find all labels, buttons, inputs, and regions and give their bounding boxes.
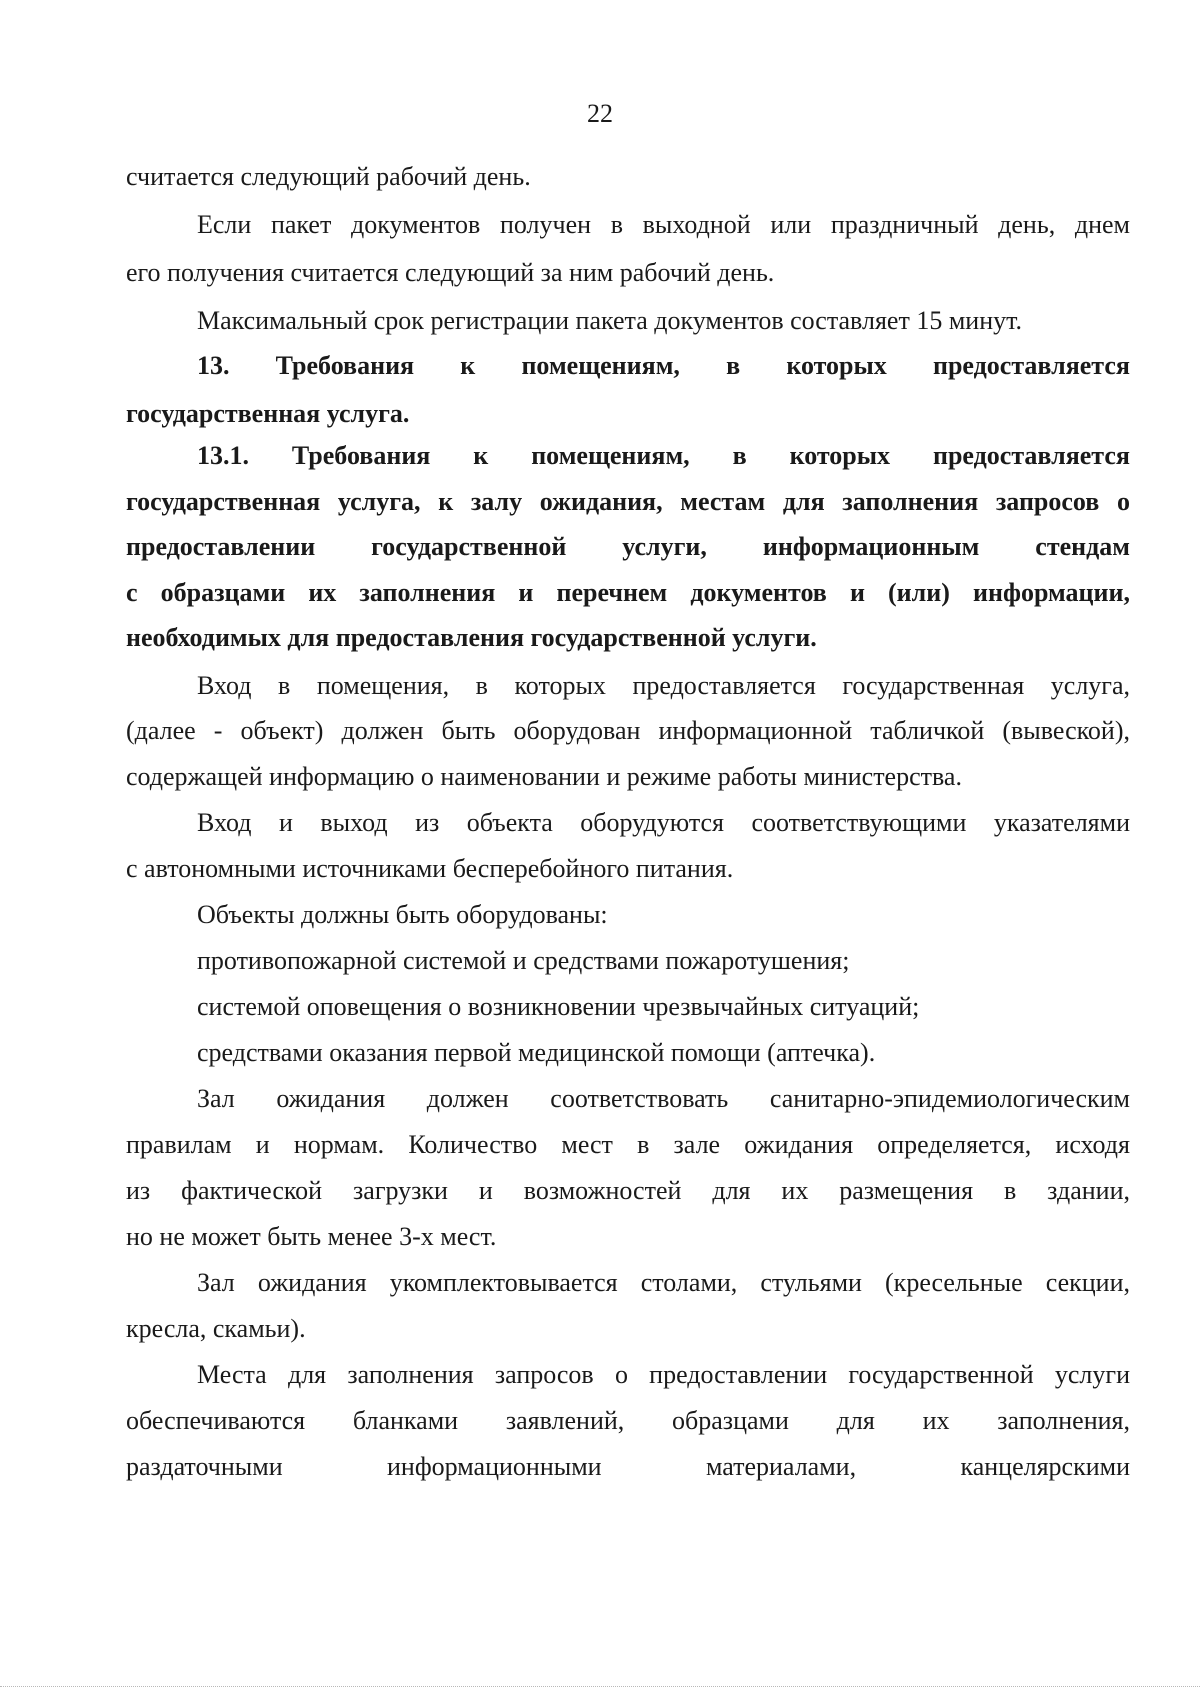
- text-line: с автономными источниками бесперебойного питания.: [126, 854, 734, 883]
- list-item: средствами оказания первой медицинской помощи (аптечка).: [197, 1038, 876, 1067]
- scan-edge: [0, 1686, 1200, 1687]
- section-heading-13: 13. Требования к помещениям, в которых предоставляется: [197, 351, 1130, 380]
- text-line: Зал ожидания укомплектовывается столами, стульями (кресельные секции,: [197, 1268, 1130, 1297]
- text-line: Зал ожидания должен соответствовать санитарно-эпидемиологическим: [197, 1084, 1130, 1113]
- subsection-heading-13-1-cont: с образцами их заполнения и перечнем документов и (или) информации,: [126, 578, 1130, 607]
- text-line: Места для заполнения запросов о предоставлении государственной услуги: [197, 1360, 1130, 1389]
- text-line: считается следующий рабочий день.: [126, 162, 531, 191]
- text-line: правилам и нормам. Количество мест в зале ожидания определяется, исходя: [126, 1130, 1130, 1159]
- text-line: его получения считается следующий за ним рабочий день.: [126, 258, 775, 287]
- section-heading-13-cont: государственная услуга.: [126, 399, 410, 428]
- subsection-heading-13-1-cont: государственная услуга, к залу ожидания, местам для заполнения запросов о: [126, 487, 1130, 516]
- text-line: из фактической загрузки и возможностей для их размещения в здании,: [126, 1176, 1130, 1205]
- text-line: обеспечиваются бланками заявлений, образцами для их заполнения,: [126, 1406, 1130, 1435]
- text-line: кресла, скамьи).: [126, 1314, 306, 1343]
- text-line: раздаточными информационными материалами, канцелярскими: [126, 1452, 1130, 1481]
- subsection-heading-13-1: 13.1. Требования к помещениям, в которых предоставляется: [197, 441, 1130, 470]
- text-line: Вход и выход из объекта оборудуются соответствующими указателями: [197, 808, 1130, 837]
- text-line: содержащей информацию о наименовании и режиме работы министерства.: [126, 762, 962, 791]
- subsection-heading-13-1-cont: необходимых для предоставления государственной услуги.: [126, 623, 817, 652]
- text-line: Объекты должны быть оборудованы:: [197, 900, 608, 929]
- text-line: Максимальный срок регистрации пакета документов составляет 15 минут.: [197, 306, 1023, 335]
- text-line: Если пакет документов получен в выходной или праздничный день, днем: [197, 210, 1130, 239]
- text-line: (далее - объект) должен быть оборудован информационной табличкой (вывеской),: [126, 716, 1130, 745]
- subsection-heading-13-1-cont: предоставлении государственной услуги, информационным стендам: [126, 532, 1130, 561]
- page-number: 22: [587, 99, 613, 128]
- text-line: Вход в помещения, в которых предоставляется государственная услуга,: [197, 671, 1130, 700]
- list-item: системой оповещения о возникновении чрезвычайных ситуаций;: [197, 992, 920, 1021]
- list-item: противопожарной системой и средствами пожаротушения;: [197, 946, 850, 975]
- text-line: но не может быть менее 3-х мест.: [126, 1222, 497, 1251]
